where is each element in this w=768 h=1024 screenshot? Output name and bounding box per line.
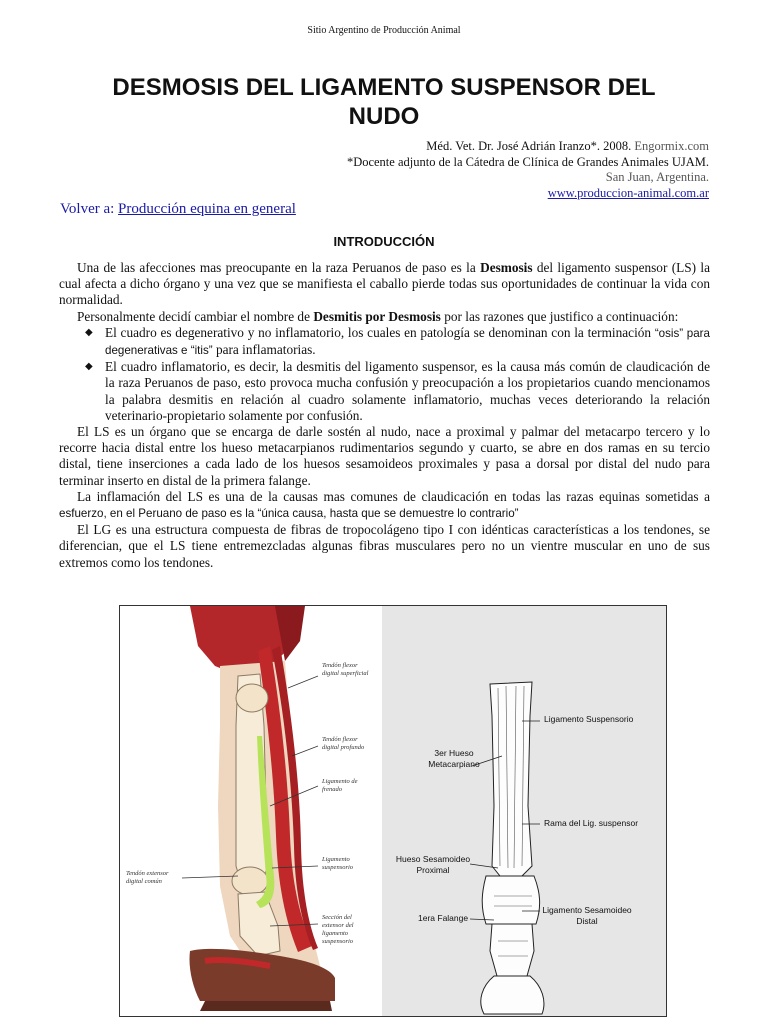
page-title xyxy=(60,73,708,131)
section-title: INTRODUCCIÓN xyxy=(333,234,435,249)
article-body xyxy=(59,260,710,571)
label-seccion-extensor: Sección del extensor del ligamento suspensorio xyxy=(322,914,354,945)
engormix-source: Engormix.com xyxy=(634,139,709,153)
reasons-list xyxy=(59,325,710,424)
desmosis-term: Desmosis xyxy=(480,260,533,275)
paragraph-4: La inflamación del LS es una de la causas mas comunes de claudicación en todas las razas equinas sometidas a esfuerzo, en el Peruano de paso es la “única causa, hasta que se demuestre lo contrario” xyxy=(59,488,710,521)
label-primera-falange: 1era Falange xyxy=(418,913,469,923)
label-ligamento-suspensorio: Ligamento suspensorio xyxy=(322,856,354,871)
label-flexor-superficial: Tendón flexor digital superficial xyxy=(322,662,369,677)
list-item: ◆ El cuadro es degenerativo y no inflamatorio, los cuales en patología se denominan con la terminación “osis” para degenerativas e “itis” para inflamatorias. xyxy=(85,324,710,358)
diamond-bullet-icon: ◆ xyxy=(85,326,93,338)
site-header: Sitio Argentino de Producción Animal xyxy=(307,25,461,36)
list-item: ◆ El cuadro inflamatorio, es decir, la desmitis del ligamento suspensor, es la causa más común de claudicación de la raza Peruanos de paso, esto provoca mucha confusión y preocupación a los propietarios cuando mencionamos la palabra desmitis en relación al cuadro solamente inflamatorio, muchas veces deteriorando la relación veterinario-propietario solamente por confusión. xyxy=(85,359,710,423)
author-name: Méd. Vet. Dr. José Adrián Iranzo*. 2008. xyxy=(426,139,635,153)
leg-illustration xyxy=(120,606,382,1016)
suspensory-diagram-svg xyxy=(382,606,666,1016)
paragraph-3: El LS es un órgano que se encarga de darle sostén al nudo, nace a proximal y palmar del metacarpo tercero y lo recorre hacia distal entre los hueso metacarpianos rudimentarios segundo y cuarto, se abre en dos ramas en su tercio distal, tiene inserciones a cada lado de los huesos sesamoideos proximales y pasa a dorsal por distal del nudo para terminar inserto en distal de la primera falange. xyxy=(59,424,710,488)
author-affiliation: *Docente adjunto de la Cátedra de Clínica de Grandes Animales UJAM. xyxy=(346,154,709,169)
paragraph-2: Personalmente decidí cambiar el nombre de Desmitis por Desmosis por las razones que justifico a continuación: xyxy=(77,308,679,324)
author-line xyxy=(209,139,709,155)
desmitis-por-desmosis-term: Desmitis por Desmosis xyxy=(313,308,441,324)
label-ligamento-frenado: Ligamento de frenado xyxy=(322,778,358,793)
back-nav-prefix: Volver a: xyxy=(60,201,119,217)
diamond-bullet-icon: ◆ xyxy=(85,361,93,373)
label-flexor-profundo: Tendón flexor digital profundo xyxy=(322,736,365,751)
paragraph-1: Una de las afecciones mas preocupante en la raza Peruanos de paso es la Desmosis del ligamento suspensor (LS) la cual afecta a dicho órgano y una vez que se manifiesta el caballo pierde todas sus oportunidades de continuar la vida con normalidad. xyxy=(59,260,710,308)
label-metacarpiano: 3er Hueso Metacarpiano xyxy=(428,748,480,769)
site-link[interactable]: www.produccion-animal.com.ar xyxy=(547,185,709,200)
label-rama-lig: Rama del Lig. suspensor xyxy=(544,818,639,828)
suspensory-diagram xyxy=(382,606,666,1016)
anatomy-figure xyxy=(119,605,667,1017)
author-block xyxy=(209,139,709,201)
label-ligamento-suspensorio-right: Ligamento Suspensorio xyxy=(544,714,634,724)
title-line-2: NUDO xyxy=(348,103,420,130)
label-sesamoideo-proximal: Hueso Sesamoideo Proximal xyxy=(395,854,471,875)
author-location: San Juan, Argentina. xyxy=(605,170,709,184)
back-nav xyxy=(60,201,296,218)
title-line-1: DESMOSIS DEL LIGAMENTO SUSPENSOR DEL xyxy=(112,74,656,101)
paragraph-5: El LG es una estructura compuesta de fibras de tropocolágeno tipo I con idénticas características a los tendones, se diferencian, que el LS tiene entremezcladas algunas fibras musculares pero no un vientre muscular en uno de sus extremos como los tendones. xyxy=(59,522,710,570)
label-extensor-digital: Tendón extensor digital común xyxy=(126,870,169,885)
label-sesamoideo-distal: Ligamento Sesamoideo Distal xyxy=(542,905,632,926)
back-nav-link[interactable]: Producción equina en general xyxy=(118,201,296,217)
